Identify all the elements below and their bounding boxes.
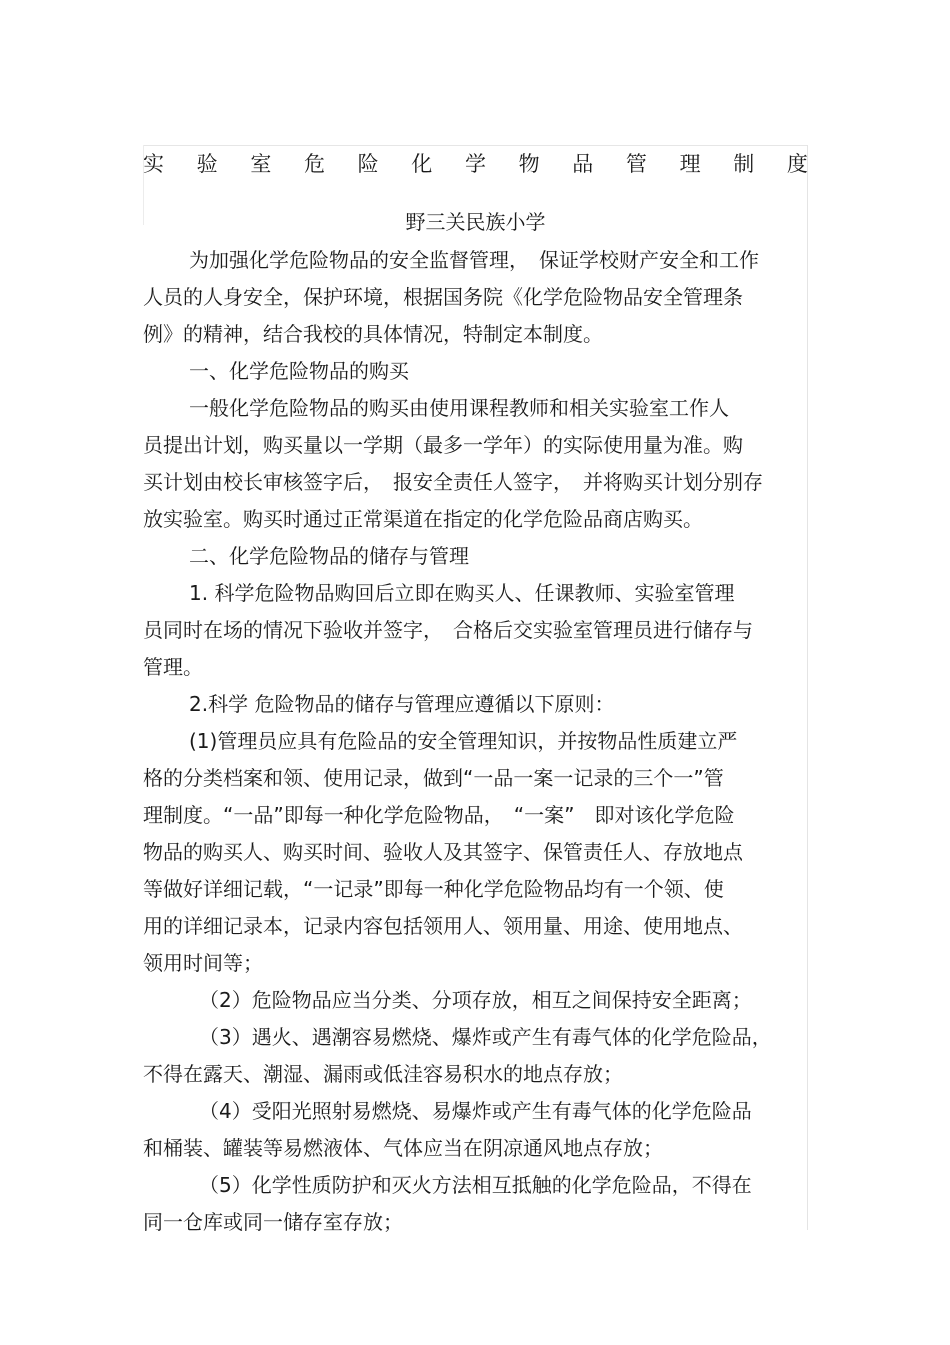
frame-right-rule — [807, 145, 808, 1230]
title-char: 学 — [464, 152, 486, 176]
body-line: 为加强化学危险物品的安全监督管理， 保证学校财产安全和工作 — [189, 248, 759, 272]
body-line: 一般化学危险物品的购买由使用课程教师和相关实验室工作人 — [189, 396, 729, 420]
title-char: 物 — [518, 152, 540, 176]
body-line: 格的分类档案和领、使用记录，做到“一品一案一记录的三个一”管 — [143, 766, 724, 790]
body-line: （5）化学性质防护和灭火方法相互抵触的化学危险品，不得在 — [199, 1173, 752, 1197]
title-char: 度 — [786, 152, 808, 176]
body-line: 用的详细记录本，记录内容包括领用人、领用量、用途、使用地点、 — [143, 914, 743, 938]
body-line: 物品的购买人、购买时间、验收人及其签字、保管责任人、存放地点 — [143, 840, 743, 864]
document-title — [143, 143, 808, 183]
body-line: 理制度。“一品”即每一种化学危险物品， “一案” 即对该化学危险 — [143, 803, 735, 827]
title-char: 品 — [572, 152, 594, 176]
body-line: （4）受阳光照射易燃烧、易爆炸或产生有毒气体的化学危险品 — [199, 1099, 752, 1123]
body-line: 同一仓库或同一储存室存放； — [143, 1210, 403, 1234]
body-line: (1)管理员应具有危险品的安全管理知识，并按物品性质建立严 — [189, 729, 738, 753]
section-heading: 一、化学危险物品的购买 — [189, 359, 409, 383]
title-char: 化 — [411, 152, 433, 176]
title-char: 制 — [733, 152, 755, 176]
title-char: 室 — [250, 152, 272, 176]
body-line: 员提出计划，购买量以一学期（最多一学年）的实际使用量为准。购 — [143, 433, 743, 457]
body-line: 管理。 — [143, 655, 203, 679]
body-line: 1. 科学危险物品购回后立即在购买人、任课教师、实验室管理 — [189, 581, 735, 605]
title-char: 险 — [357, 152, 379, 176]
body-line: （2）危险物品应当分类、分项存放，相互之间保持安全距离； — [199, 988, 752, 1012]
body-line: 人员的人身安全，保护环境，根据国务院《化学危险物品安全管理条 — [143, 285, 743, 309]
title-char: 实 — [143, 152, 164, 176]
school-name: 野三关民族小学 — [405, 210, 546, 234]
section-heading: 二、化学危险物品的储存与管理 — [189, 544, 469, 568]
body-line: 等做好详细记载，“一记录”即每一种化学危险物品均有一个领、使 — [143, 877, 724, 901]
body-line: 例》的精神，结合我校的具体情况，特制定本制度。 — [143, 322, 603, 346]
title-char: 验 — [196, 152, 218, 176]
title-char: 理 — [679, 152, 701, 176]
body-line: 领用时间等； — [143, 951, 263, 975]
body-line: 不得在露天、潮湿、漏雨或低洼容易积水的地点存放； — [143, 1062, 623, 1086]
body-line: 员同时在场的情况下验收并签字， 合格后交实验室管理员进行储存与 — [143, 618, 753, 642]
body-line: 和桶装、罐装等易燃液体、气体应当在阴凉通风地点存放； — [143, 1136, 663, 1160]
body-line: 2.科学 危险物品的储存与管理应遵循以下原则： — [189, 692, 615, 716]
body-line: （3）遇火、遇潮容易燃烧、爆炸或产生有毒气体的化学危险品， — [199, 1025, 772, 1049]
title-char: 管 — [625, 152, 647, 176]
body-line: 买计划由校长审核签字后， 报安全责任人签字， 并将购买计划分别存 — [143, 470, 763, 494]
body-line: 放实验室。购买时通过正常渠道在指定的化学危险品商店购买。 — [143, 507, 703, 531]
title-char: 危 — [303, 152, 325, 176]
